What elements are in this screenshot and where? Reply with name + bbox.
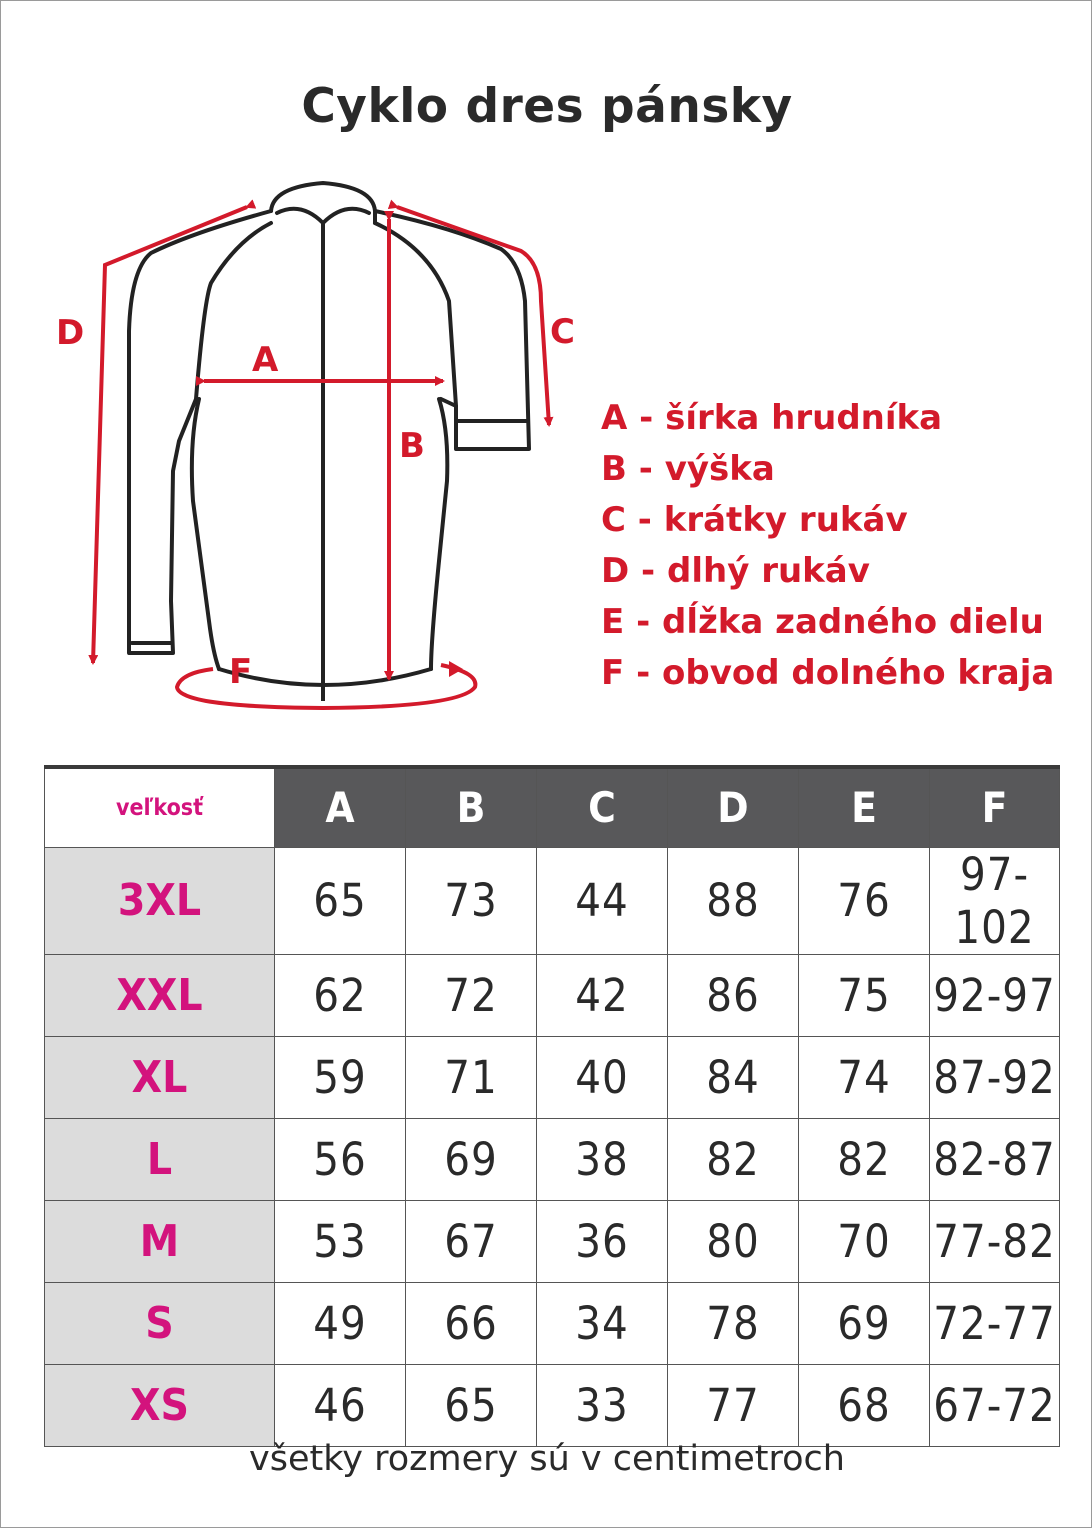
table-cell: 97-102 xyxy=(930,847,1060,954)
size-label: L xyxy=(45,1118,275,1200)
table-cell: 82 xyxy=(799,1118,930,1200)
table-row xyxy=(45,1200,1060,1282)
dimension-c-label: C xyxy=(550,312,575,352)
table-row xyxy=(45,1282,1060,1364)
legend-item-f: F - obvod dolného kraja xyxy=(601,653,1055,693)
table-header-row xyxy=(45,767,1060,847)
table-cell: 40 xyxy=(537,1036,668,1118)
table-cell: 77 xyxy=(668,1364,799,1446)
legend-item-b: B - výška xyxy=(601,449,775,489)
column-header-e: E xyxy=(799,767,930,847)
dimension-b-label: B xyxy=(399,426,425,466)
dimension-a-label: A xyxy=(252,340,279,380)
column-header-f: F xyxy=(930,767,1060,847)
table-cell: 82 xyxy=(668,1118,799,1200)
table-row xyxy=(45,847,1060,954)
table-cell: 65 xyxy=(406,1364,537,1446)
table-cell: 36 xyxy=(537,1200,668,1282)
legend-item-d: D - dlhý rukáv xyxy=(601,551,870,591)
table-cell: 56 xyxy=(275,1118,406,1200)
table-cell: 65 xyxy=(275,847,406,954)
table-cell: 71 xyxy=(406,1036,537,1118)
size-label: M xyxy=(45,1200,275,1282)
size-column-header: veľkosť xyxy=(45,767,275,847)
table-cell: 92-97 xyxy=(930,954,1060,1036)
table-cell: 44 xyxy=(537,847,668,954)
table-cell: 84 xyxy=(668,1036,799,1118)
table-cell: 78 xyxy=(668,1282,799,1364)
legend-item-e: E - dĺžka zadného dielu xyxy=(601,602,1044,642)
column-header-a: A xyxy=(275,767,406,847)
table-cell: 86 xyxy=(668,954,799,1036)
dimension-f-label: F xyxy=(229,652,253,692)
size-label: 3XL xyxy=(45,847,275,954)
table-cell: 72-77 xyxy=(930,1282,1060,1364)
measurement-legend xyxy=(601,393,1054,699)
table-cell: 74 xyxy=(799,1036,930,1118)
table-cell: 67 xyxy=(406,1200,537,1282)
table-row xyxy=(45,1036,1060,1118)
table-cell: 69 xyxy=(799,1282,930,1364)
size-label: S xyxy=(45,1282,275,1364)
table-cell: 69 xyxy=(406,1118,537,1200)
table-cell: 68 xyxy=(799,1364,930,1446)
table-cell: 34 xyxy=(537,1282,668,1364)
table-cell: 73 xyxy=(406,847,537,954)
column-header-b: B xyxy=(406,767,537,847)
page-title: Cyklo dres pánsky xyxy=(301,79,793,134)
table-cell: 59 xyxy=(275,1036,406,1118)
table-cell: 66 xyxy=(406,1282,537,1364)
column-header-d: D xyxy=(668,767,799,847)
table-cell: 62 xyxy=(275,954,406,1036)
table-row xyxy=(45,1364,1060,1446)
table-cell: 67-72 xyxy=(930,1364,1060,1446)
table-cell: 46 xyxy=(275,1364,406,1446)
size-label: XL xyxy=(45,1036,275,1118)
table-cell: 72 xyxy=(406,954,537,1036)
dimension-d-label: D xyxy=(56,313,85,353)
table-cell: 76 xyxy=(799,847,930,954)
legend-item-c: C - krátky rukáv xyxy=(601,500,908,540)
size-label: XS xyxy=(45,1364,275,1446)
table-cell: 87-92 xyxy=(930,1036,1060,1118)
size-label: XXL xyxy=(45,954,275,1036)
table-row xyxy=(45,1118,1060,1200)
table-cell: 49 xyxy=(275,1282,406,1364)
table-cell: 53 xyxy=(275,1200,406,1282)
table-cell: 70 xyxy=(799,1200,930,1282)
jersey-outline xyxy=(129,183,529,685)
column-header-c: C xyxy=(537,767,668,847)
table-row xyxy=(45,954,1060,1036)
table-cell: 80 xyxy=(668,1200,799,1282)
table-cell: 77-82 xyxy=(930,1200,1060,1282)
table-cell: 42 xyxy=(537,954,668,1036)
table-cell: 88 xyxy=(668,847,799,954)
size-table xyxy=(44,765,1060,1447)
table-cell: 75 xyxy=(799,954,930,1036)
table-cell: 38 xyxy=(537,1118,668,1200)
table-cell: 82-87 xyxy=(930,1118,1060,1200)
legend-item-a: A - šírka hrudníka xyxy=(601,398,943,438)
units-footnote: všetky rozmery sú v centimetroch xyxy=(249,1439,845,1479)
table-cell: 33 xyxy=(537,1364,668,1446)
dimension-f-arrowhead xyxy=(449,661,463,677)
